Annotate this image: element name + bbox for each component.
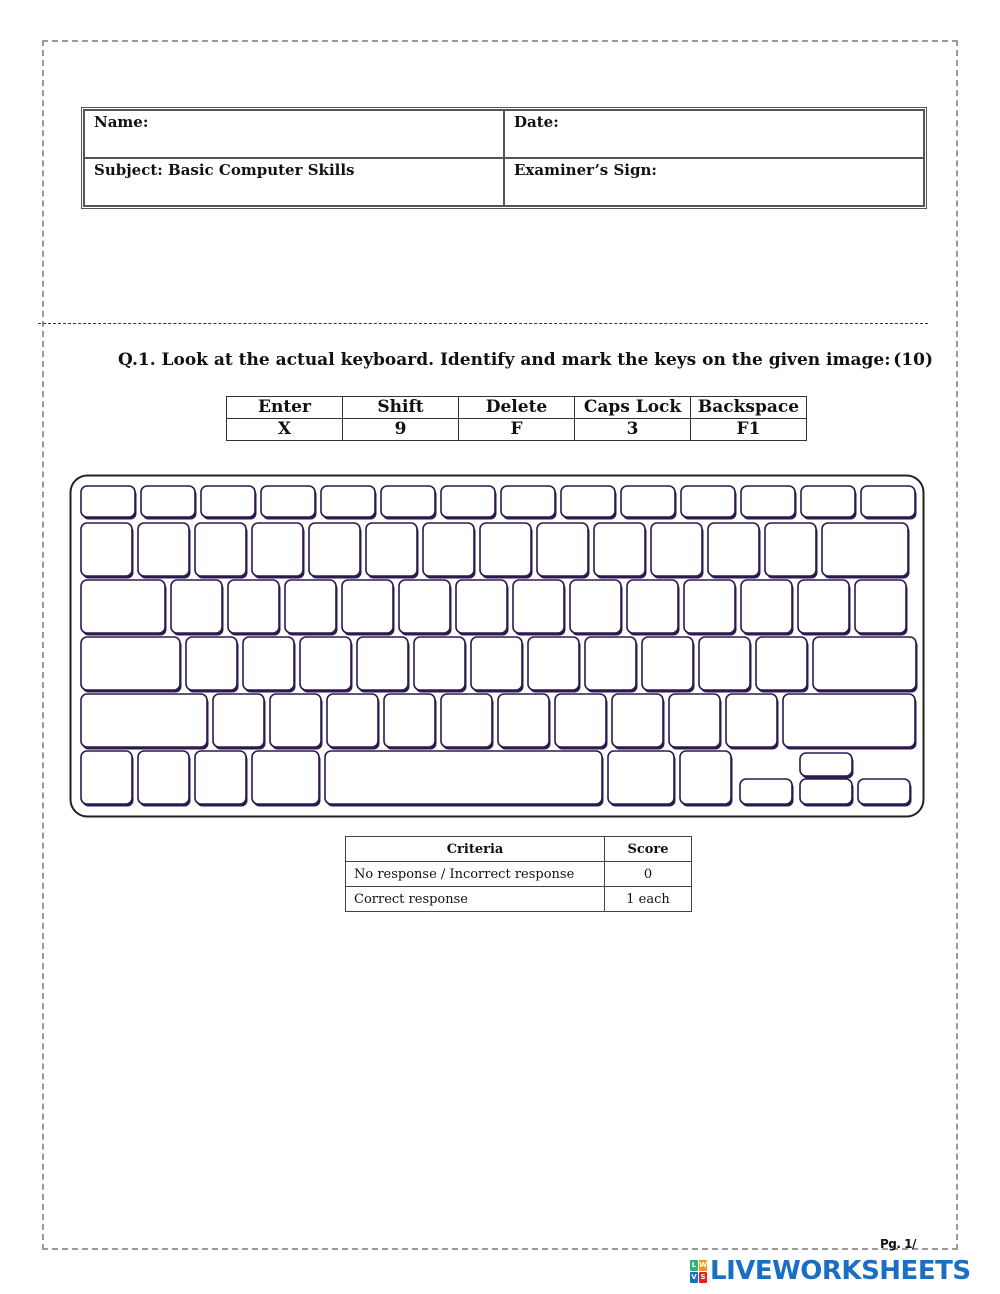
subject-field: Subject: Basic Computer Skills xyxy=(84,158,504,206)
keyboard-key[interactable] xyxy=(138,523,189,576)
keyboard-key[interactable] xyxy=(138,751,189,804)
date-field[interactable]: Date: xyxy=(504,110,924,158)
keyboard-key[interactable] xyxy=(342,580,393,633)
keyboard-key[interactable] xyxy=(684,580,735,633)
keyboard-key[interactable] xyxy=(423,523,474,576)
keyboard-key[interactable] xyxy=(651,523,702,576)
keyboard-key[interactable] xyxy=(501,486,555,517)
keyboard-key[interactable] xyxy=(81,580,165,633)
key-name-cell: Shift xyxy=(343,397,459,419)
keyboard-key[interactable] xyxy=(325,751,602,804)
keyboard-key[interactable] xyxy=(441,694,492,747)
keyboard-key[interactable] xyxy=(195,523,246,576)
keyboard-key[interactable] xyxy=(741,486,795,517)
keyboard-key[interactable] xyxy=(642,637,693,690)
keyboard-key[interactable] xyxy=(441,486,495,517)
keyboard-key[interactable] xyxy=(141,486,195,517)
keyboard-key[interactable] xyxy=(570,580,621,633)
keyboard-key[interactable] xyxy=(680,751,731,804)
keyboard-key[interactable] xyxy=(861,486,915,517)
logo-tile: W xyxy=(699,1260,707,1269)
keyboard-key[interactable] xyxy=(366,523,417,576)
key-name-cell: Delete xyxy=(459,397,575,419)
key-name-cell: Caps Lock xyxy=(575,397,691,419)
keyboard-key[interactable] xyxy=(585,637,636,690)
keyboard-key[interactable] xyxy=(783,694,915,747)
key-code-cell: 3 xyxy=(575,419,691,441)
criteria-cell: No response / Incorrect response xyxy=(346,862,605,887)
brand-text: LIVEWORKSHEETS xyxy=(710,1256,971,1286)
keyboard-key[interactable] xyxy=(498,694,549,747)
question-text: Q.1. Look at the actual keyboard. Identify and mark the keys on the given image: xyxy=(118,350,891,370)
keyboard-key[interactable] xyxy=(528,637,579,690)
keyboard-key[interactable] xyxy=(81,751,132,804)
criteria-cell: Correct response xyxy=(346,887,605,912)
keyboard-key[interactable] xyxy=(858,779,910,804)
keyboard-key[interactable] xyxy=(201,486,255,517)
logo-tile: L xyxy=(691,1260,697,1269)
keyboard-key[interactable] xyxy=(186,637,237,690)
keyboard-key[interactable] xyxy=(756,637,807,690)
keyboard-key[interactable] xyxy=(456,580,507,633)
key-name-cell: Backspace xyxy=(691,397,807,419)
logo-tile: V xyxy=(691,1272,697,1281)
keyboard-key[interactable] xyxy=(800,779,852,804)
keyboard-key[interactable] xyxy=(726,694,777,747)
keyboard-key[interactable] xyxy=(171,580,222,633)
keyboard-key[interactable] xyxy=(740,779,792,804)
keyboard-key[interactable] xyxy=(612,694,663,747)
keyboard-key[interactable] xyxy=(381,486,435,517)
question-marks: (10) xyxy=(893,350,933,370)
keyboard-image xyxy=(69,474,925,819)
keyboard-key[interactable] xyxy=(357,637,408,690)
header-table xyxy=(81,107,927,209)
criteria-header: Criteria xyxy=(346,837,605,862)
keyboard-key[interactable] xyxy=(414,637,465,690)
key-code-cell: 9 xyxy=(343,419,459,441)
keyboard-key[interactable] xyxy=(800,753,852,776)
keyboard-key[interactable] xyxy=(855,580,906,633)
question-1 xyxy=(118,350,933,370)
keyboard-key[interactable] xyxy=(81,637,180,690)
keyboard-key[interactable] xyxy=(327,694,378,747)
keyboard-key[interactable] xyxy=(555,694,606,747)
key-code-cell: F xyxy=(459,419,575,441)
keyboard-key[interactable] xyxy=(801,486,855,517)
keyboard-key[interactable] xyxy=(513,580,564,633)
keyboard-key[interactable] xyxy=(243,637,294,690)
section-divider xyxy=(38,323,928,324)
keyboard-key[interactable] xyxy=(480,523,531,576)
score-cell: 0 xyxy=(605,862,692,887)
keys-table xyxy=(226,396,807,441)
keyboard-key[interactable] xyxy=(627,580,678,633)
page-number: Pg. 1/ xyxy=(880,1237,916,1251)
logo-tile: S xyxy=(700,1272,706,1281)
keyboard-key[interactable] xyxy=(309,523,360,576)
key-code-cell: F1 xyxy=(691,419,807,441)
keyboard-key[interactable] xyxy=(321,486,375,517)
key-name-cell: Enter xyxy=(227,397,343,419)
criteria-table xyxy=(345,836,692,912)
keyboard-key[interactable] xyxy=(608,751,674,804)
keyboard-key[interactable] xyxy=(270,694,321,747)
keyboard-key[interactable] xyxy=(537,523,588,576)
keyboard-key[interactable] xyxy=(471,637,522,690)
keyboard-key[interactable] xyxy=(300,637,351,690)
keyboard-key[interactable] xyxy=(81,486,135,517)
keyboard-key[interactable] xyxy=(213,694,264,747)
keyboard-key[interactable] xyxy=(261,486,315,517)
liveworksheets-logo-icon xyxy=(690,1260,707,1283)
keyboard-key[interactable] xyxy=(399,580,450,633)
keyboard-key[interactable] xyxy=(621,486,675,517)
key-code-cell: X xyxy=(227,419,343,441)
keyboard-key[interactable] xyxy=(741,580,792,633)
keyboard-key[interactable] xyxy=(699,637,750,690)
keyboard-key[interactable] xyxy=(195,751,246,804)
keyboard-key[interactable] xyxy=(252,523,303,576)
keyboard-key[interactable] xyxy=(681,486,735,517)
keyboard-key[interactable] xyxy=(798,580,849,633)
score-cell: 1 each xyxy=(605,887,692,912)
keyboard-key[interactable] xyxy=(765,523,816,576)
examiner-sign-field[interactable]: Examiner’s Sign: xyxy=(504,158,924,206)
keyboard-key[interactable] xyxy=(285,580,336,633)
keyboard-key[interactable] xyxy=(252,751,319,804)
score-header: Score xyxy=(605,837,692,862)
keyboard-key[interactable] xyxy=(813,637,916,690)
keyboard-key[interactable] xyxy=(81,694,207,747)
keyboard-key[interactable] xyxy=(561,486,615,517)
keyboard-key[interactable] xyxy=(669,694,720,747)
keyboard-key[interactable] xyxy=(594,523,645,576)
keyboard-key[interactable] xyxy=(81,523,132,576)
keyboard-key[interactable] xyxy=(708,523,759,576)
keyboard-key[interactable] xyxy=(384,694,435,747)
keyboard-key[interactable] xyxy=(228,580,279,633)
keyboard-key[interactable] xyxy=(822,523,908,576)
liveworksheets-brand[interactable] xyxy=(690,1256,971,1286)
name-field[interactable]: Name: xyxy=(84,110,504,158)
